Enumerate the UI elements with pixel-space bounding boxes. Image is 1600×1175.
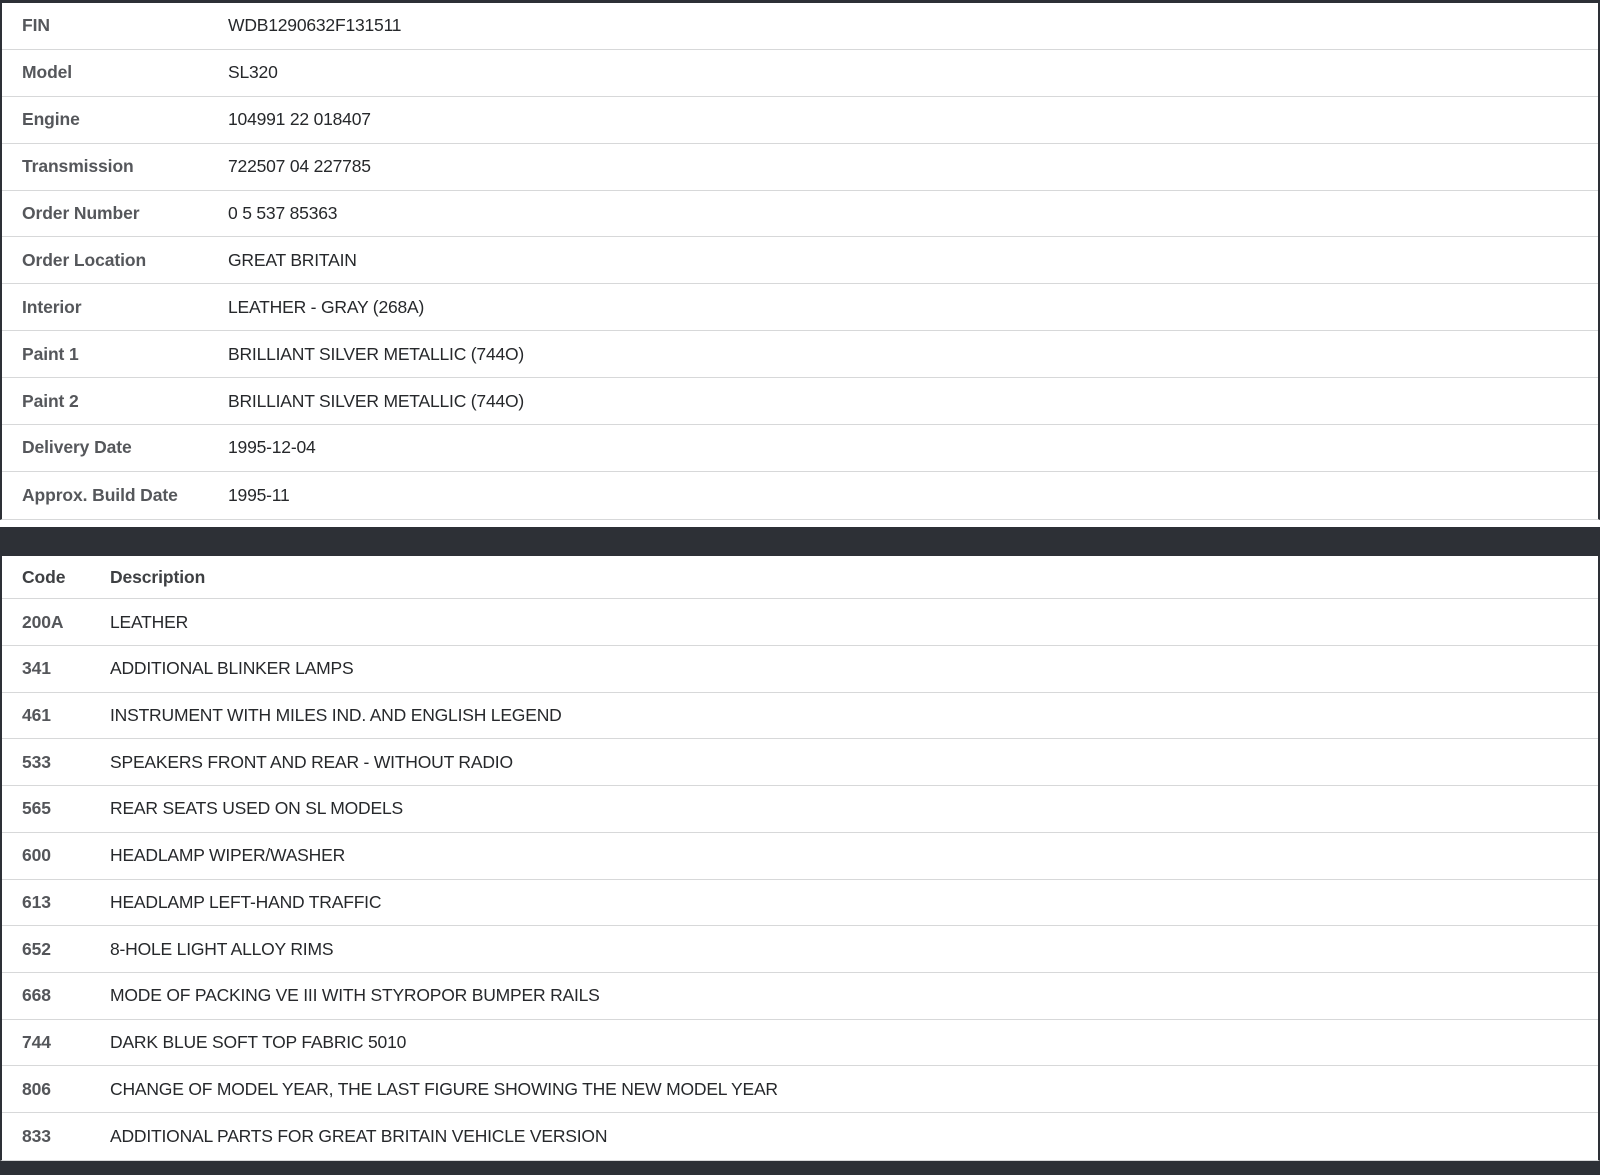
table-row	[2, 880, 1598, 927]
column-header-description: Description	[110, 566, 206, 587]
spec-value-order-number: 0 5 537 85363	[228, 203, 338, 223]
option-codes-table	[0, 556, 1600, 1161]
spec-value-model: SL320	[228, 62, 278, 83]
spec-label-transmission: Transmission	[22, 156, 134, 177]
option-description: MODE OF PACKING VE III WITH STYROPOR BUMPER RAILS	[110, 985, 600, 1006]
spec-value-build-date: 1995-11	[228, 484, 290, 505]
option-description: INSTRUMENT WITH MILES IND. AND ENGLISH LEGEND	[110, 705, 562, 726]
option-code: 533	[22, 751, 51, 772]
option-description: LEATHER	[110, 611, 189, 632]
table-row	[2, 739, 1598, 786]
table-row	[2, 1020, 1598, 1067]
option-code: 668	[22, 985, 51, 1006]
spec-label-paint-1: Paint 1	[22, 343, 79, 364]
table-row	[2, 926, 1598, 973]
spec-label-build-date: Approx. Build Date	[22, 484, 178, 505]
spec-label-paint-2: Paint 2	[22, 390, 79, 411]
option-codes-header-row	[2, 556, 1598, 600]
column-header-code: Code	[22, 566, 66, 587]
option-code: 461	[22, 705, 51, 726]
spec-label-model: Model	[22, 62, 73, 83]
option-code: 341	[22, 658, 51, 679]
table-row	[2, 599, 1598, 646]
spec-value-paint-2: BRILLIANT SILVER METALLIC (744O)	[228, 390, 525, 411]
table-row	[2, 1113, 1598, 1160]
table-row	[2, 97, 1598, 144]
spec-label-fin: FIN	[22, 15, 50, 36]
spec-value-transmission: 722507 04 227785	[228, 156, 371, 177]
option-code: 833	[22, 1125, 51, 1146]
table-row	[2, 646, 1598, 693]
option-code: 652	[22, 938, 51, 959]
spec-label-order-location: Order Location	[22, 249, 147, 270]
table-row	[2, 1066, 1598, 1113]
vehicle-info-table	[0, 0, 1600, 520]
option-code: 200A	[22, 611, 64, 632]
option-description: CHANGE OF MODEL YEAR, THE LAST FIGURE SHOWING THE NEW MODEL YEAR	[110, 1078, 778, 1099]
table-row	[2, 693, 1598, 740]
bottom-divider-bar	[0, 1161, 1600, 1175]
spec-value-engine: 104991 22 018407	[228, 109, 371, 130]
spec-value-order-location: GREAT BRITAIN	[228, 249, 357, 270]
table-row	[2, 425, 1598, 472]
option-description: ADDITIONAL PARTS FOR GREAT BRITAIN VEHICLE VERSION	[110, 1125, 608, 1146]
option-code: 744	[22, 1031, 51, 1052]
option-code: 613	[22, 891, 51, 912]
table-row	[2, 833, 1598, 880]
table-row	[2, 237, 1598, 284]
option-description: SPEAKERS FRONT AND REAR - WITHOUT RADIO	[110, 751, 513, 772]
table-row	[2, 786, 1598, 833]
option-description: HEADLAMP WIPER/WASHER	[110, 845, 346, 866]
option-description: REAR SEATS USED ON SL MODELS	[110, 798, 403, 819]
spec-label-engine: Engine	[22, 109, 80, 130]
spec-label-delivery-date: Delivery Date	[22, 437, 132, 458]
section-divider-bar	[0, 527, 1600, 556]
option-code: 600	[22, 845, 51, 866]
spec-value-delivery-date: 1995-12-04	[228, 437, 316, 458]
table-row	[2, 472, 1598, 519]
table-row	[2, 378, 1598, 425]
table-row	[2, 144, 1598, 191]
table-gap	[0, 520, 1600, 527]
option-description: DARK BLUE SOFT TOP FABRIC 5010	[110, 1031, 407, 1052]
table-row	[2, 191, 1598, 238]
table-row	[2, 331, 1598, 378]
table-row	[2, 3, 1598, 50]
spec-label-order-number: Order Number	[22, 203, 140, 223]
option-code: 565	[22, 798, 51, 819]
table-row	[2, 50, 1598, 97]
spec-value-fin: WDB1290632F131511	[228, 15, 402, 36]
table-row	[2, 284, 1598, 331]
option-description: HEADLAMP LEFT-HAND TRAFFIC	[110, 891, 382, 912]
spec-label-interior: Interior	[22, 296, 82, 317]
spec-value-interior: LEATHER - GRAY (268A)	[228, 296, 425, 317]
option-description: ADDITIONAL BLINKER LAMPS	[110, 658, 354, 679]
table-row	[2, 973, 1598, 1020]
option-code: 806	[22, 1078, 51, 1099]
spec-value-paint-1: BRILLIANT SILVER METALLIC (744O)	[228, 343, 525, 364]
option-description: 8-HOLE LIGHT ALLOY RIMS	[110, 938, 334, 959]
